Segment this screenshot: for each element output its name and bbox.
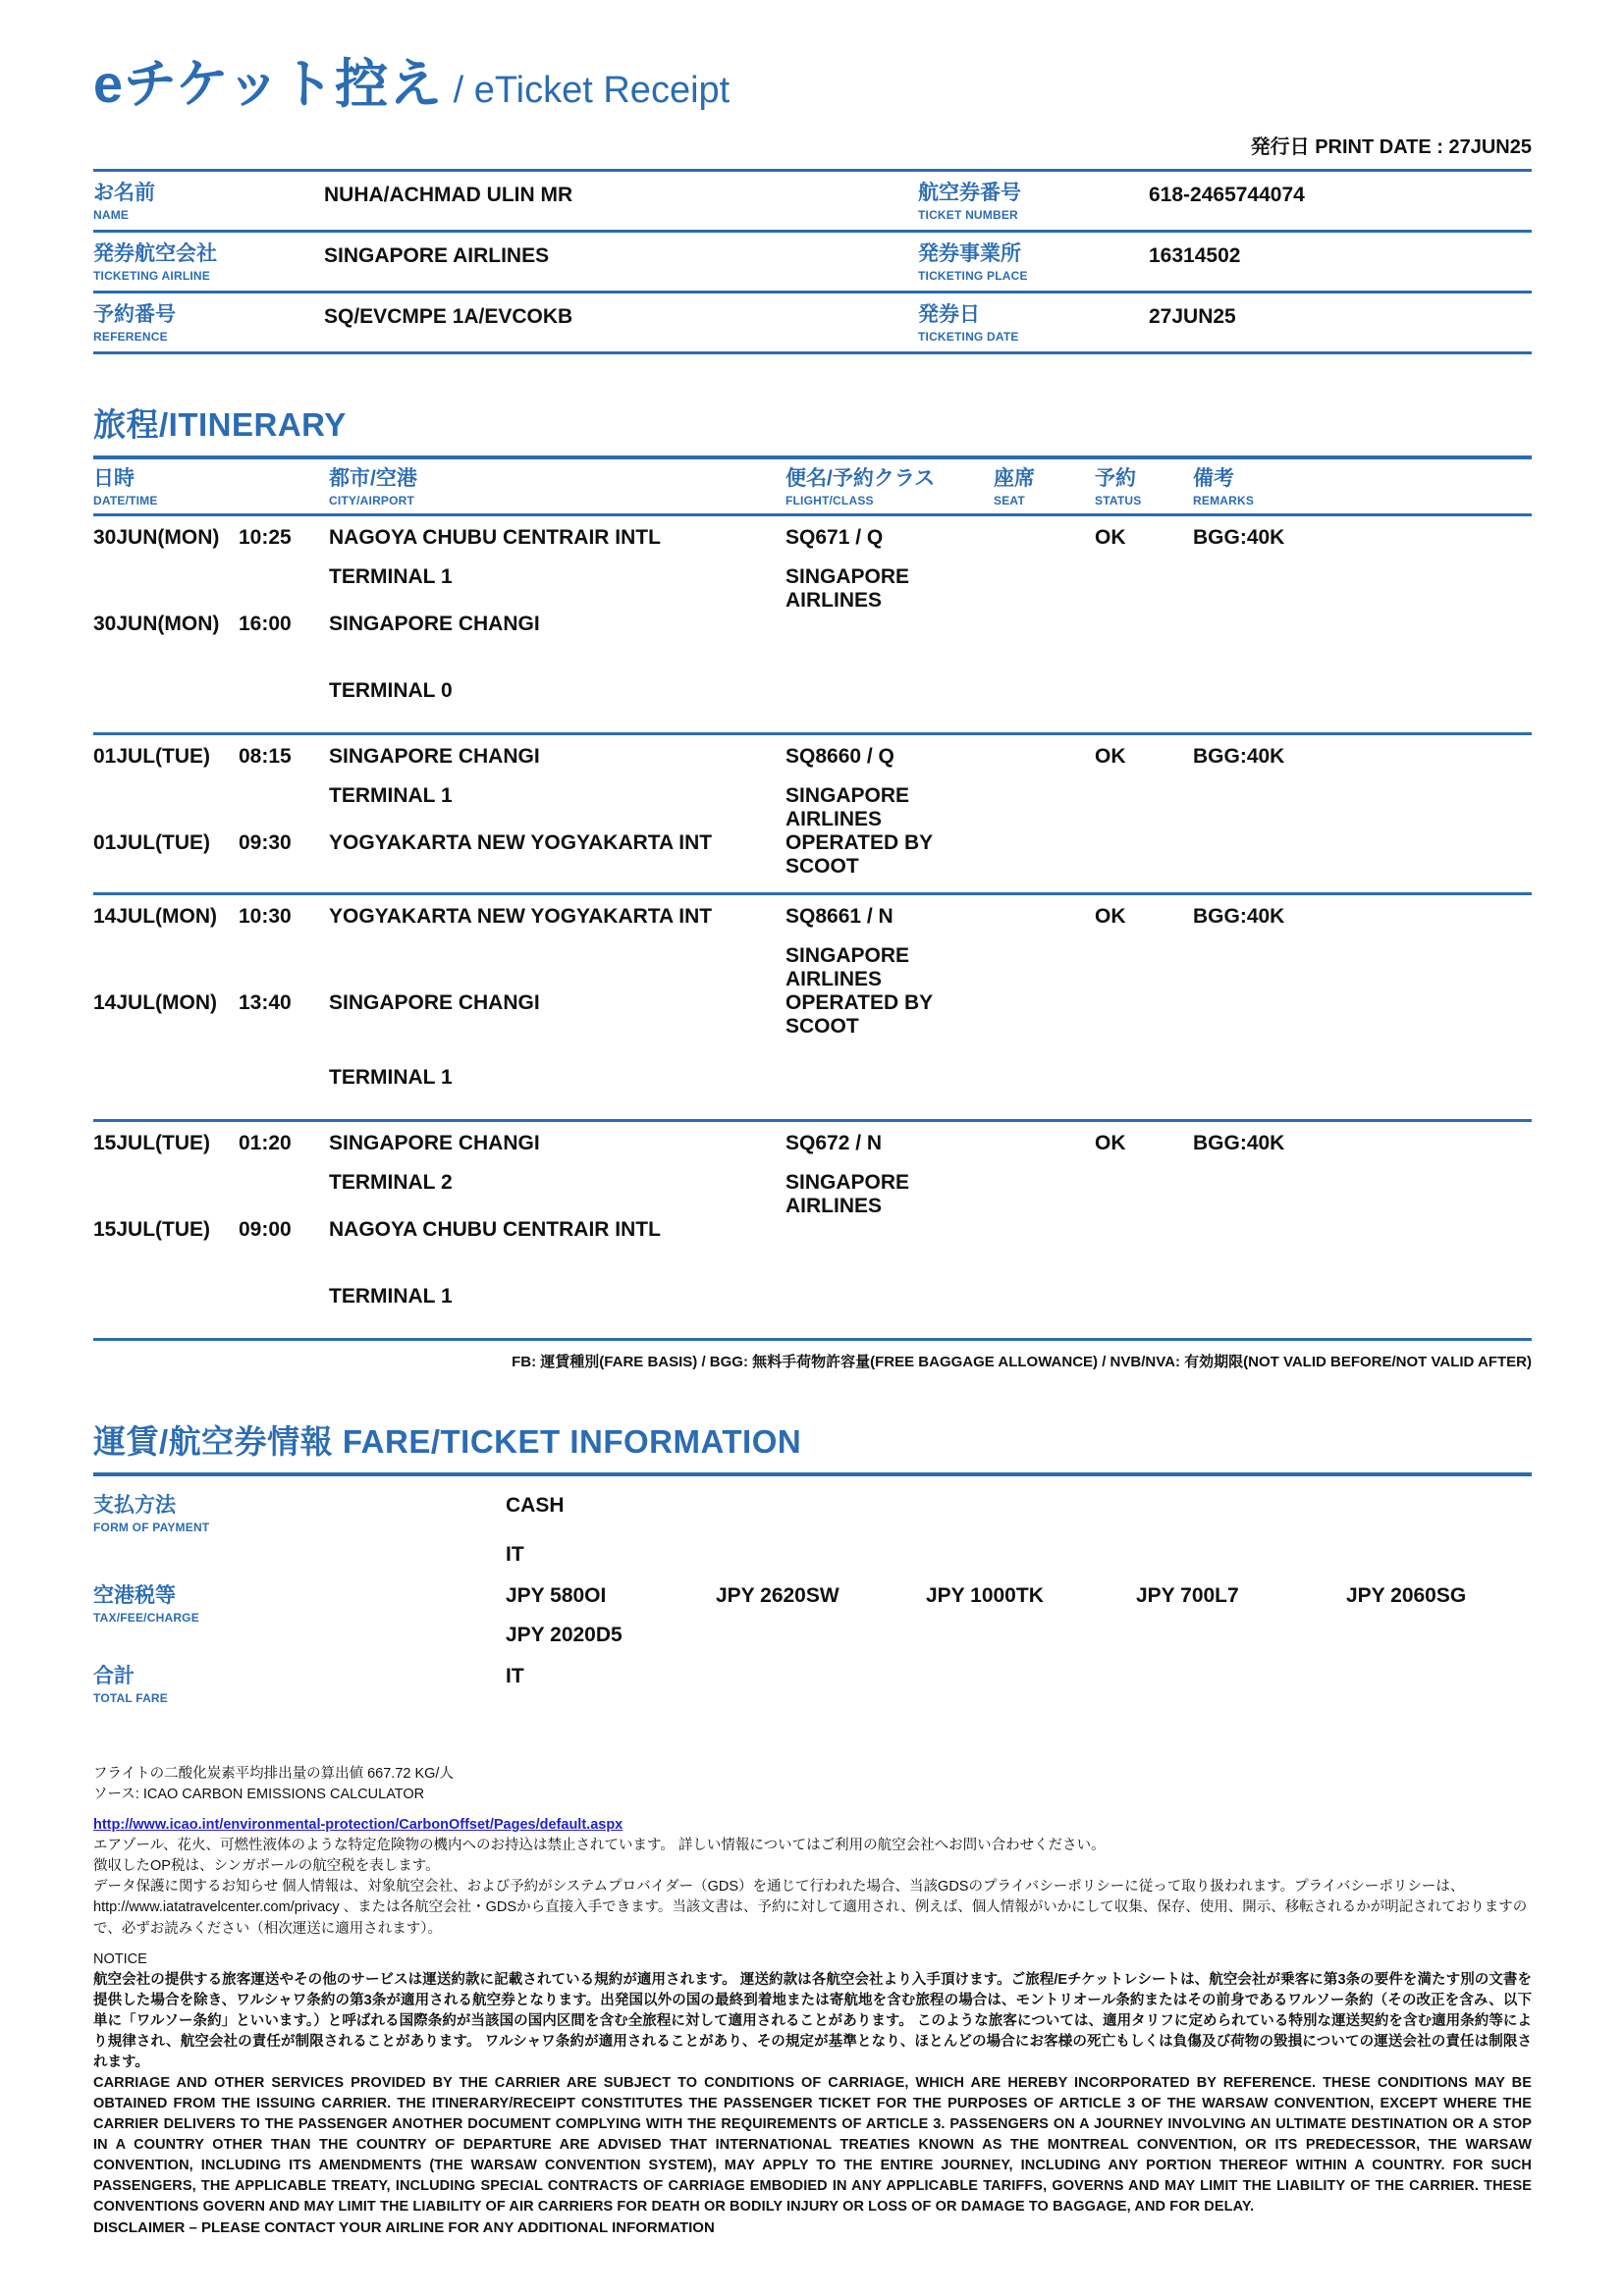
terminal-cell: TERMINAL 1 — [329, 1066, 453, 1090]
col-date-time — [93, 467, 239, 507]
col-flight-class — [785, 467, 994, 507]
carrier-cell: SINGAPORE AIRLINES — [785, 1171, 910, 1218]
ticket-number-label-jp: 航空券番号 — [918, 181, 1021, 204]
terminal-cell: TERMINAL 1 — [329, 1285, 453, 1308]
tax-value: JPY 2620SW — [716, 1584, 839, 1608]
tax-fee-charge-label-en: TAX/FEE/CHARGE — [93, 1611, 199, 1626]
terminal-cell: TERMINAL 0 — [329, 679, 453, 703]
segment-row — [93, 905, 1532, 944]
tax-values — [506, 1584, 1532, 1647]
col-city-airport-jp: 都市/空港 — [329, 467, 417, 491]
segment-row — [93, 679, 1532, 719]
reference-value: SQ/EVCMPE 1A/EVCOKB — [324, 304, 573, 328]
segment-row — [93, 565, 1532, 613]
form-of-payment-values — [506, 1494, 1532, 1567]
op-tax-line: 徴収したOP税は、シンガポールの航空税を表します。 — [93, 1858, 440, 1875]
tax-values-line1 — [506, 1584, 1532, 1608]
name-label-en: NAME — [93, 207, 130, 222]
col-flight-class-jp: 便名/予約クラス — [785, 467, 936, 491]
flight-cell: SQ8660 / Q — [785, 745, 894, 769]
page-title-en: / eTicket Receipt — [453, 70, 731, 111]
airport-cell: SINGAPORE CHANGI — [329, 745, 540, 769]
date-cell: 01JUL(TUE) — [93, 745, 211, 769]
ticketing-place-label-jp: 発券事業所 — [918, 241, 1021, 265]
segment-row — [93, 745, 1532, 784]
date-cell: 15JUL(TUE) — [93, 1132, 211, 1155]
remarks-cell: BGG:40K — [1193, 745, 1285, 769]
disclaimer-line: DISCLAIMER – PLEASE CONTACT YOUR AIRLINE FOR ANY ADDITIONAL INFORMATION — [93, 2218, 715, 2236]
time-cell: 10:30 — [239, 905, 292, 929]
airport-cell: NAGOYA CHUBU CENTRAIR INTL — [329, 526, 661, 550]
ticketing-airline-value: SINGAPORE AIRLINES — [324, 243, 550, 267]
airport-cell: YOGYAKARTA NEW YOGYAKARTA INT — [329, 905, 713, 929]
flight-cell: SQ671 / Q — [785, 526, 884, 550]
date-cell: 15JUL(TUE) — [93, 1218, 211, 1242]
payment-value-2: IT — [506, 1543, 524, 1567]
col-flight-class-en: FLIGHT/CLASS — [785, 494, 874, 508]
itinerary-footnote: FB: 運賃種別(FARE BASIS) / BGG: 無料手荷物許容量(FREE BAGGAGE ALLOWANCE) / NVB/NVA: 有効期限(NOT VALID BEFORE/NOT VALID AFTER) — [512, 1354, 1532, 1371]
page-title-jp: eチケット控え — [93, 55, 444, 114]
remarks-cell: BGG:40K — [1193, 905, 1285, 929]
ticket-number-value: 618-2465744074 — [1149, 183, 1305, 206]
itinerary-segment-4 — [93, 1122, 1532, 1341]
total-fare-label — [93, 1665, 506, 1705]
col-city-airport — [329, 467, 785, 507]
fare-section-title: 運賃/航空券情報 FARE/TICKET INFORMATION — [93, 1423, 802, 1461]
itinerary-segment-2 — [93, 735, 1532, 895]
segment-row — [93, 784, 1532, 831]
ticketing-date-label-jp: 発券日 — [918, 302, 980, 326]
tax-fee-charge-label-jp: 空港税等 — [93, 1584, 176, 1608]
ticketing-place-label-en: TICKETING PLACE — [918, 268, 1028, 283]
fare-title-rule — [93, 1472, 1532, 1476]
segment-row — [93, 1285, 1532, 1324]
total-fare-value: IT — [506, 1665, 524, 1688]
payment-value: CASH — [506, 1494, 565, 1518]
flight-cell: SQ8661 / N — [785, 905, 893, 929]
col-status-en: STATUS — [1095, 494, 1142, 508]
tax-value: JPY 1000TK — [926, 1584, 1044, 1608]
terminal-cell: TERMINAL 1 — [329, 565, 453, 589]
terminal-cell: TERMINAL 2 — [329, 1171, 453, 1195]
segment-row — [93, 1218, 1532, 1257]
form-of-payment-label-en: FORM OF PAYMENT — [93, 1521, 210, 1535]
remarks-cell: BGG:40K — [1193, 526, 1285, 550]
passenger-name-value: NUHA/ACHMAD ULIN MR — [324, 183, 573, 206]
terminal-cell: TERMINAL 1 — [329, 784, 453, 808]
reference-label-en: REFERENCE — [93, 330, 168, 345]
page-title — [93, 57, 1532, 113]
time-cell: 09:30 — [239, 831, 292, 855]
itinerary-table-header — [93, 459, 1532, 516]
reference-label-jp: 予約番号 — [93, 302, 176, 326]
fare-row-total — [93, 1665, 1532, 1705]
carrier-cell: SINGAPORE AIRLINES — [785, 565, 910, 613]
airport-cell: NAGOYA CHUBU CENTRAIR INTL — [329, 1218, 661, 1242]
time-cell: 16:00 — [239, 613, 292, 636]
reference-label — [93, 303, 324, 344]
ticketing-date-value: 27JUN25 — [1149, 304, 1236, 328]
operated-by-cell: OPERATED BY SCOOT — [785, 831, 933, 879]
time-cell: 13:40 — [239, 991, 292, 1015]
col-status-jp: 予約 — [1095, 467, 1136, 491]
name-label — [93, 182, 324, 222]
ticketing-date-label-en: TICKETING DATE — [918, 330, 1019, 345]
form-of-payment-label — [93, 1494, 506, 1534]
col-seat-jp: 座席 — [994, 467, 1035, 491]
operated-by-cell: OPERATED BY SCOOT — [785, 991, 933, 1039]
segment-row — [93, 831, 1532, 879]
col-remarks-en: REMARKS — [1193, 494, 1255, 508]
status-cell: OK — [1095, 905, 1126, 929]
ticket-number-label — [918, 182, 1149, 222]
data-protection-paragraph: データ保護に関するお知らせ 個人情報は、対象航空会社、および予約がシステムプロバイダー（GDS）を通じて行われた場合、当該GDSのプライバシーポリシーに従って取り扱われます。プライバシーポリシーは、http://www.iatatravelcenter.com/privacy 、または各航空会社・GDSから直接入手できます。当該文書は、予約に対して適用され、例えば、個人情報がいかにして収集、保存、使用、開示、移転されるかが明記されておりますので、必ずお読みください（相次運送に適用されます）。 — [93, 1879, 1528, 1937]
info-row-reference-date — [93, 294, 1532, 354]
segment-row — [93, 526, 1532, 565]
print-date: 発行日 PRINT DATE : 27JUN25 — [1250, 135, 1532, 158]
form-of-payment-label-jp: 支払方法 — [93, 1494, 176, 1518]
co2-emission-line: フライトの二酸化炭素平均排出量の算出値 667.72 KG/人 — [93, 1766, 454, 1783]
ticketing-airline-label-jp: 発券航空会社 — [93, 241, 217, 265]
dangerous-goods-line: エアゾール、花火、可燃性液体のような特定危険物の機内へのお持込は禁止されています。 詳しい情報についてはご利用の航空会社へお問い合わせください。 — [93, 1838, 1106, 1854]
ticketing-place-value: 16314502 — [1149, 243, 1241, 267]
ticketing-airline-label-en: TICKETING AIRLINE — [93, 268, 210, 283]
itinerary-segment-3 — [93, 895, 1532, 1122]
date-cell: 30JUN(MON) — [93, 526, 220, 550]
segment-row — [93, 991, 1532, 1039]
time-cell: 01:20 — [239, 1132, 292, 1155]
tax-value: JPY 2060SG — [1346, 1584, 1467, 1608]
ticketing-airline-label — [93, 242, 324, 283]
col-date-time-en: DATE/TIME — [93, 494, 158, 508]
fare-row-payment — [93, 1494, 1532, 1567]
segment-row — [93, 1132, 1532, 1171]
info-row-name-ticket — [93, 172, 1532, 233]
date-cell: 14JUL(MON) — [93, 905, 218, 929]
airport-cell: YOGYAKARTA NEW YOGYAKARTA INT — [329, 831, 713, 855]
flight-cell: SQ672 / N — [785, 1132, 883, 1155]
tax-fee-charge-label — [93, 1584, 506, 1625]
itinerary-section-title: 旅程/ITINERARY — [93, 406, 347, 444]
airport-cell: SINGAPORE CHANGI — [329, 613, 540, 636]
segment-row — [93, 613, 1532, 652]
status-cell: OK — [1095, 1132, 1126, 1155]
total-fare-label-en: TOTAL FARE — [93, 1691, 169, 1706]
time-cell: 08:15 — [239, 745, 292, 769]
carbon-offset-link[interactable]: http://www.icao.int/environmental-protection/CarbonOffset/Pages/default.aspx — [93, 1817, 623, 1834]
airport-cell: SINGAPORE CHANGI — [329, 991, 540, 1015]
segment-row — [93, 1066, 1532, 1105]
segment-row — [93, 944, 1532, 991]
itinerary-segment-1 — [93, 516, 1532, 735]
notice-english-paragraph: CARRIAGE AND OTHER SERVICES PROVIDED BY THE CARRIER ARE SUBJECT TO CONDITIONS OF CARRIAGE, WHICH ARE HEREBY INCORPORATED BY REFERENCE. THESE CONDITIONS MAY BE OBTAINED FROM THE ISSUING CARRIER. THE ITINERARY/RECEIPT CONSTITUTES THE PASSENGER TICKET FOR THE PURPOSES OF ARTICLE 3 OF THE WARSAW CONVENTION, EXCEPT WHERE THE CARRIER DELIVERS TO THE PASSENGER ANOTHER DOCUMENT COMPLYING WITH THE REQUIREMENTS OF ARTICLE 3. PASSENGERS ON A JOURNEY INVOLVING AN ULTIMATE DESTINATION OR A STOP IN A COUNTRY OTHER THAN THE COUNTRY OF DEPARTURE ARE ADVISED THAT INTERNATIONAL TREATIES KNOWN AS THE MONTREAL CONVENTION, OR ITS PREDECESSOR, THE WARSAW CONVENTION, INCLUDING ITS AMENDMENTS (THE WARSAW CONVENTION SYSTEM), MAY APPLY TO THE ENTIRE JOURNEY, INCLUDING ANY PORTION THEREOF WITHIN A COUNTRY. FOR SUCH PASSENGERS, THE APPLICABLE TREATY, INCLUDING SPECIAL CONTRACTS OF CARRIAGE EMBODIED IN ANY APPLICABLE TARIFFS, GOVERNS AND MAY LIMIT THE LIABILITY OF THE CARRIER. THESE CONVENTIONS GOVERN AND MAY LIMIT THE LIABILITY OF AIR CARRIERS FOR DEATH OR BODILY INJURY OR LOSS OF OR DAMAGE TO BAGGAGE, AND FOR DELAY. — [93, 2074, 1532, 2215]
date-cell: 14JUL(MON) — [93, 991, 218, 1015]
col-remarks-jp: 備考 — [1193, 467, 1234, 491]
col-seat-en: SEAT — [994, 494, 1025, 508]
status-cell: OK — [1095, 745, 1126, 769]
ticketing-place-label — [918, 242, 1149, 283]
time-cell: 10:25 — [239, 526, 292, 550]
carbon-offset-link-line — [93, 1815, 1532, 1836]
tax-value: JPY 700L7 — [1136, 1584, 1239, 1608]
col-remarks — [1193, 467, 1532, 507]
col-city-airport-en: CITY/AIRPORT — [329, 494, 415, 508]
co2-source-line: ソース: ICAO CARBON EMISSIONS CALCULATOR — [93, 1787, 425, 1803]
notice-japanese-paragraph: 航空会社の提供する旅客運送やその他のサービスは運送約款に記載されている規約が適用されます。 運送約款は各航空会社より入手頂けます。ご旅程/Eチケットレシートは、航空会社が乗客に第3条の要件を満たす別の文書を提供した場合を除き、ワルシャワ条約の第3条が適用される航空券となります。出発国以外の国の最終到着地または寄航地を含む旅程の場合は、モントリオール条約またはその前身であるワルソー条約（その改正を含み、以下単に「ワルソー条約」といいます。）と呼ばれる国際条約が当該国の国内区間を含む全旅程に対して適用されることがあります。 このような旅客については、適用タリフに定められている特別な運送契約を含む適用条約等により規律され、航空会社の責任が制限されることがあります。 ワルシャワ条約が適用されることがあり、その規定が基準となり、ほとんどの場合にお客様の死亡もしくは負傷及び荷物の毀損についての運送会社の責任は制限されます。 — [93, 1971, 1532, 2070]
segment-row — [93, 1171, 1532, 1218]
carrier-cell: SINGAPORE AIRLINES — [785, 944, 910, 991]
ticketing-date-label — [918, 303, 1149, 344]
total-fare-label-jp: 合計 — [93, 1665, 135, 1688]
date-cell: 01JUL(TUE) — [93, 831, 211, 855]
name-label-jp: お名前 — [93, 181, 155, 204]
tax-value: JPY 580OI — [506, 1584, 607, 1608]
fine-print — [93, 1764, 1532, 2238]
col-seat — [994, 467, 1095, 507]
info-row-airline-place — [93, 233, 1532, 294]
status-cell: OK — [1095, 526, 1126, 550]
col-status — [1095, 467, 1193, 507]
date-cell: 30JUN(MON) — [93, 613, 220, 636]
tax-value: JPY 2020D5 — [506, 1624, 623, 1647]
time-cell: 09:00 — [239, 1218, 292, 1242]
fare-row-tax — [93, 1584, 1532, 1647]
notice-label: NOTICE — [93, 1950, 147, 1967]
col-date-time-jp: 日時 — [93, 467, 135, 491]
ticket-number-label-en: TICKET NUMBER — [918, 207, 1018, 222]
remarks-cell: BGG:40K — [1193, 1132, 1285, 1155]
passenger-info-table — [93, 169, 1532, 354]
carrier-cell: SINGAPORE AIRLINES — [785, 784, 910, 831]
airport-cell: SINGAPORE CHANGI — [329, 1132, 540, 1155]
